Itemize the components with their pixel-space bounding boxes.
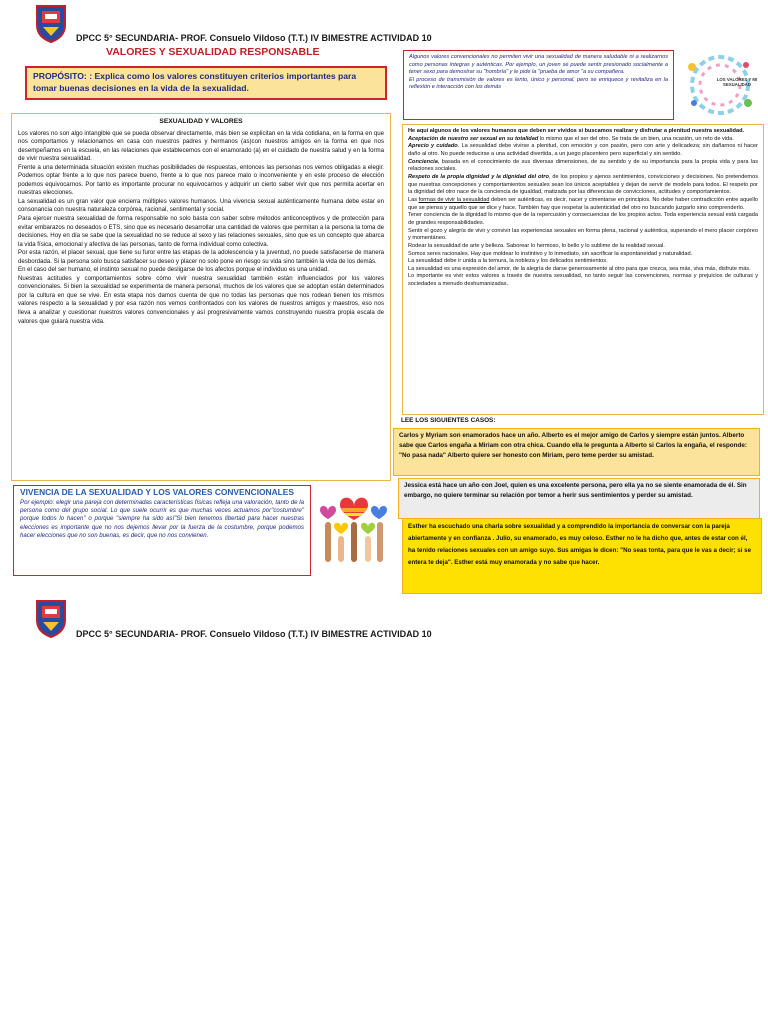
valor-line: Tener conciencia de la dignidad lo mismo que de la repercusión y consecuencias de los propios actos. Toda experiencia sexual está cargada de grandes responsabilidades.: [408, 212, 758, 226]
valor-line: Rodear la sexualidad de arte y belleza. Saborear lo hermoso, lo bello y lo sublime de la realidad sexual.: [408, 242, 665, 249]
valor-item: [408, 174, 758, 197]
paragraph: Para ejercer nuestra sexualidad de forma responsable no solo basta con saber sobre métodos anticonceptivos y de protección para evitar embarazos no deseados o ETS, sino que es necesario desarrollar una cantidad de valores que permitan a la persona la toma de decisiones. Hoy en día se sabe que la sexualidad no se reduce al sexo y las relaciones sexuales, sino que es un concepto que abarca la vida física, emocional y afectiva de las personas, tanto de forma individual como colectiva.: [18, 215, 384, 248]
valor-term: Aceptación de nuestro ser sexual en su totalidad: [408, 135, 539, 142]
valores-humanos-box: [402, 124, 764, 415]
valor-item: [408, 159, 758, 174]
valor-term: Conciencia: [408, 158, 438, 165]
valor-item: [408, 143, 758, 158]
valor-line: Sentir el gozo y alegría de vivir y convivir las experiencias sexuales en forma plena, racional y auténtica, superando el mero placer corpóreo y momentáneo.: [408, 227, 758, 242]
valor-text: . La sexualidad debe vivirse a plenitud, con emoción y con pasión, pero con arte y delicadeza; sin dañarnos ni hacer daño al otro. No puede reducirse a una actividad divertida, a un juego placentero pero superficial y sin sentido.: [408, 143, 758, 157]
paragraph: La sexualidad es un gran valor que encierra múltiples valores humanos. Una vivencia sexual auténticamente humana debe estar en consonancia con nuestra naturaleza corpórea, racional, sentimental y social.: [18, 197, 384, 214]
caso-2: Jessica está hace un año con Joel, quien es una excelente persona, pero ella ya no se siente enamorada de él. Sin embargo, no quiere terminar su relación por temor a herir sus sentimientos y perder su amistad.: [398, 478, 760, 519]
paragraph: Por ejemplo: elegir una pareja con determinadas características físicas refleja una valoración, tanto de la persona como del grupo social. Lo que suele ocurrir es que muchas veces actuamos por"costumbre" porque todos lo hacen" o porque "siempre ha sido así"Si bien tenemos libertad para hacer nuestras elecciones es importante que no nos dejemos llevar por la fuerza de la costumbre, porque podemos hacer elecciones que no son buenas, es decir, que no nos convienen.: [20, 498, 304, 540]
paragraph: Frente a una determinada situación existen muchas posibilidades de respuestas, entonces las personas nos vemos obligadas a elegir. Podemos optar frente a lo que nos parece bueno, frente a lo que nos parece malo o inconveniente y en este proceso de elección podemos equivocarnos. Por tanto es importante procurar no equivocarnos y adquirir un cierto saber vivir que nos permita acertar en nuestras elecciones.: [18, 163, 384, 197]
lee-casos-heading: LEE LOS SIGUIENTES CASOS:: [401, 417, 496, 424]
circle-image-label: LOS VALORES Y MI SEXUALIDAD: [716, 77, 758, 87]
caso-3: Esther ha escuchado una charla sobre sexualidad y a comprendido la importancia de conversar con la pareja abiertamente y en confianza . Julio, su enamorado, es muy celoso. Esther no le ha dicho que, antes de estar con él, ha tenido relaciones sexuales con un amigo suyo. Sus amigas le dicen: "No seas tonta, para que le vas a decir; si se entera te deja". Esther está muy enamorada y no sabe que hacer.: [402, 518, 762, 594]
valor-line: La sexualidad es una expresión del amor, de la alegría de darse generosamente al otro para que crezca, sea más, viva más, disfrute más.: [408, 265, 751, 272]
valores-convencionales-box: [403, 50, 674, 120]
header-title: DPCC 5° SECUNDARIA- PROF. Consuelo Vildoso (T.T.) IV BIMESTRE ACTIVIDAD 10: [76, 33, 432, 43]
section-heading: VIVENCIA DE LA SEXUALIDAD Y LOS VALORES CONVENCIONALES: [20, 487, 294, 497]
caso-1: Carlos y Myriam son enamorados hace un año. Alberto es el mejor amigo de Carlos y siempre están juntos. Alberto sabe que Carlos engaña a Miriam con otra chica. Cuando ella le pregunta a Alberto si Carlos la engaña, el responde: "No pasa nada" Alberto quiere ser honesto con Miriam, pero teme perder su amistad.: [393, 428, 760, 476]
formas-text: deben ser auténticas, es decir, nacer y cimentarse en principios. No debe haber contradicción entre aquello que se piensa y aquello que se dice y hace. También hay que respetar la autenticidad del otro no buscando juzgarlo sino comprenderlo.: [408, 196, 759, 211]
intro: He aquí algunos de los valores humanos que deben ser vividos si buscamos realizar y disfrutar a plenitud nuestra sexualidad.: [408, 128, 745, 134]
vivencia-box: [13, 485, 311, 576]
formas-item: [408, 197, 758, 212]
paragraph: El proceso de transmisión de valores es lento, único y personal, pero se enriquece y revitaliza en la reflexión e interacción con los demás: [409, 76, 668, 90]
valor-term: Respeto de la propia dignidad y la dignidad del otro: [408, 173, 549, 180]
valor-text: , de los propios y ajenos sentimientos, convicciones y decisiones. No pretendemos que nuestras concepciones y comportamientos sexuales sean los únicos aceptables y dejan de servir de modelo para todos. El respeto por la dignidad del otro nace de la conciencia de igualdad, matizada por las diferencias de convicciones, actitudes y comportamientos.: [408, 173, 758, 196]
section-heading: SEXUALIDAD Y VALORES: [159, 118, 243, 125]
header-title-page-2: DPCC 5° SECUNDARIA- PROF. Consuelo Vildoso (T.T.) IV BIMESTRE ACTIVIDAD 10: [76, 629, 432, 639]
school-crest-icon: [34, 598, 68, 638]
formas-prefix: Las: [408, 196, 419, 203]
valor-item: [408, 136, 758, 144]
hands-hearts-image: [313, 486, 395, 562]
document-title: VALORES Y SEXUALIDAD RESPONSABLE: [106, 46, 320, 58]
sexualidad-valores-box: [11, 113, 391, 481]
proposito-label: PROPÓSITO:: [33, 71, 87, 81]
valor-line: Lo importante es vivir estos valores a través de nuestra sexualidad, no tanto seguir las convenciones, normas y prejuicios de culturas y sociedades a menudo deshumanizadas.: [408, 273, 758, 288]
heart-icon: [340, 498, 368, 520]
proposito-text: : Explica como los valores constituyen criterios importantes para tomar buenas decisiones en la vida de la sexualidad.: [33, 71, 357, 93]
valor-term: Aprecio y cuidado: [408, 143, 458, 150]
valores-circle-image: [676, 53, 764, 117]
paragraph: Por esta razón, el placer sexual, que tiene su furor entre las etapas de la adolescencia y la juventud, no puede satisfacerse de manera desbordada. Si la persona solo busca satisfacer su deseo y placer no solo pone en riesgo su vida sino también la vida de los demás.: [18, 249, 384, 265]
paragraph: En el caso del ser humano, el instinto sexual no puede desligarse de los afectos porque el individuo es una unidad.: [18, 266, 329, 274]
paragraph: Algunos valores convencionales no permiten vivir una sexualidad de manera saludable ni a realizarnos como personas íntegras y auténticas. Por ejemplo, un joven se puede sentir presionado socialmente a tener sexo para demostrar su "hombría" y le pide la "prueba de amor "a su compañera.: [409, 54, 668, 75]
valor-text: , basada en el conocimiento de sus diversas dimensiones, de su sentido y de su importancia para la propia vida y para las relaciones sociales.: [408, 158, 758, 173]
valor-text: lo mismo que el ser del otro. Se trata de un bien, una ocasión, un reto de vida.: [538, 135, 734, 142]
valor-line: Somos seres racionales. Hay que moldear lo instintivo y lo inmediato, sin sacrificar la espontaneidad y naturalidad.: [408, 250, 693, 257]
paragraph: Nuestras actitudes y comportamientos sobre cómo vivir nuestra sexualidad también están influenciados por los valores convencionales. Si bien la sexualidad se experimenta de manera personal, muchos de los valores que se adoptan están determinados por la cultura en que se vive. En esta etapa nos damos cuenta de que no todas las personas que nos rodean tienen los mismos valores respecto a la sexualidad y por esa razón nos vemos confrontados con los valores de nuestros amigos y maestros, eso nos lleva a analizar y cuestionar nuestros valores convencionales y así progresivamente vamos construyendo nuestra propia escala de valores que guiará nuestra vida.: [18, 274, 384, 325]
proposito-box: [25, 66, 387, 100]
valor-line: La sexualidad debe ir unida a la ternura, la nobleza y los delicados sentimientos.: [408, 258, 608, 265]
school-crest-icon: [34, 3, 68, 43]
formas-term: formas de vivir la sexualidad: [418, 196, 490, 203]
paragraph: Los valores no son algo intangible que se pueda observar directamente, más bien se explicitan en la vida cotidiana, en la forma en que nos comportamos y relacionamos en casa con nuestros padres y hermanos (as)con nuestros amigos en la forma en que nos desempeñamos en la escuela, en las relaciones que establecemos con el enamorado (a) en el cuidado de nuestra salud y en la forma de vivir nuestra sexualidad.: [18, 129, 384, 163]
